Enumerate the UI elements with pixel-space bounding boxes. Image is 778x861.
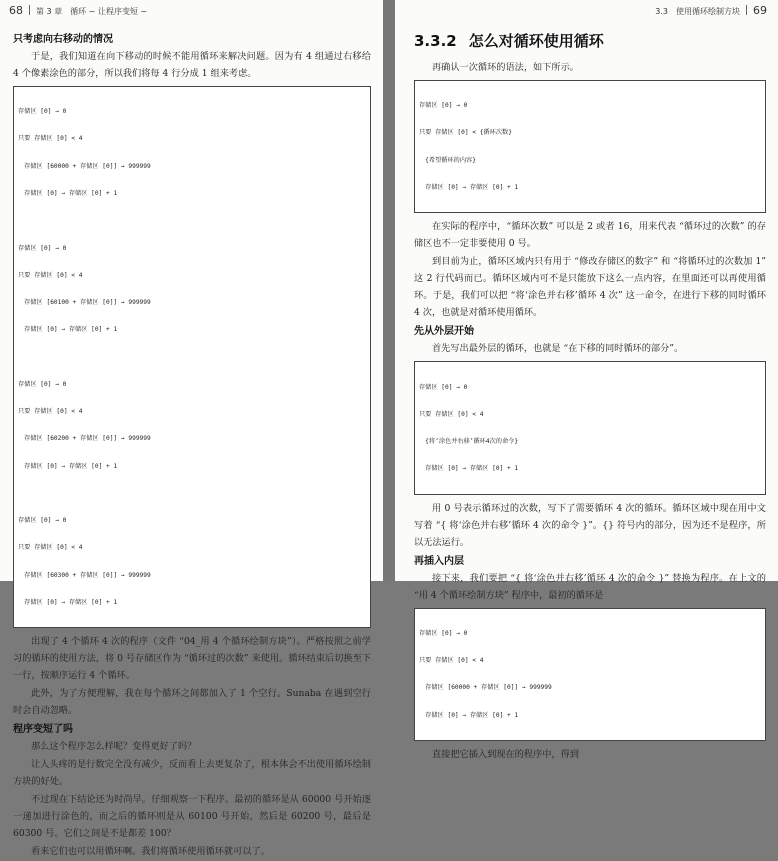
chapter-header: 第 3 章 循环 ~ 让程序变短 ~ [36,7,148,16]
paragraph: 让人头疼的是行数完全没有减少，反而看上去更复杂了，根本体会不出使用循环绘制方块的好处。 [13,759,371,788]
code-line: 存储区 [0] → 存储区 [0] + 1 [419,184,519,192]
code-line: 存储区 [0] → 0 [18,380,67,388]
code-line: 存储区 [0] → 0 [18,244,67,252]
section-heading: 只考虑向右移动的情况 [13,34,113,45]
subsection-heading: 先从外层开始 [414,326,474,338]
code-block-outer-loop [414,361,766,494]
left-page-header [9,4,147,17]
paragraph: 首先写出最外层的循环，也就是 “在下移的同时循环的部分”。 [432,343,684,355]
code-line: 存储区 [60000 + 存储区 [0]] → 999999 [18,162,151,170]
paragraph: 接下来，我们要把 “{ 将‘涂色并右移’循环 4 次的命令 }” 替换为程序。在上文的 “用 4 个循环绘制方块” 程序中，最初的循环是 [414,572,766,601]
code-line: 存储区 [0] → 存储区 [0] + 1 [419,465,519,473]
code-line: 存储区 [0] → 存储区 [0] + 1 [18,598,118,606]
paragraph: 再确认一次循环的语法，如下所示。 [432,62,579,73]
page-number: 69 [753,4,767,17]
code-line: 存储区 [60300 + 存储区 [0]] → 999999 [18,571,151,579]
section-title-text: 怎么对循环使用循环 [468,32,604,50]
left-page-body [13,30,371,861]
code-line: 只要 存储区 [0] < {循环次数} [419,129,512,137]
paragraph: 直接把它插入到现在的程序中，得到 [432,748,579,760]
paragraph: 出现了 4 个循环 4 次的程序（文件 “04_用 4 个循环绘制方块”）。严格按照之前学习的循环的使用方法，将 0 号存储区作为 “循环过的次数” 来使用。循环结束后切换至下一行，按顺序运行 4 个循环。 [13,636,371,682]
right-page-header [655,4,767,17]
section-heading: 程序变短了吗 [13,724,73,736]
paragraph: 在实际的程序中，“循环次数” 可以是 2 或者 16，用来代表 “循环过的次数” 的存储区也不一定非要使用 0 号。 [414,221,766,250]
code-line: 只要 存储区 [0] < 4 [18,408,83,416]
code-line: 存储区 [0] → 0 [419,629,468,637]
code-line: {希望循环的内容} [419,156,476,164]
code-blank-line [18,353,366,362]
right-page-body [414,30,766,764]
section-header: 3.3 使用循环绘制方块 [655,7,740,16]
code-block-four-loops [13,86,371,628]
code-blank-line [18,216,366,225]
code-line: 只要 存储区 [0] < 4 [419,657,484,665]
code-line: 存储区 [0] → 存储区 [0] + 1 [18,190,118,198]
code-line: 存储区 [0] → 0 [419,102,468,110]
code-line: 存储区 [60000 + 存储区 [0]] → 999999 [419,684,552,692]
paragraph: 此外，为了方便理解，我在每个循环之间都加入了 1 个空行。Sunaba 在遇到空行时会自动忽略。 [13,688,371,717]
code-line: 存储区 [0] → 0 [18,108,67,116]
code-line: 存储区 [0] → 存储区 [0] + 1 [18,462,118,470]
code-line: 存储区 [0] → 存储区 [0] + 1 [18,326,118,334]
paragraph: 不过现在下结论还为时尚早。仔细观察一下程序。最初的循环是从 60000 号开始逐一递加进行涂色的，而之后的循环则是从 60100 号开始，然后是 60200 号，最后是 60300 号。它们之间是不是都差 100？ [13,794,371,840]
section-title [414,30,766,51]
code-line: 只要 存储区 [0] < 4 [18,135,83,143]
code-block-first-loop [414,608,766,741]
code-block-loop-syntax [414,80,766,213]
code-line: 存储区 [60100 + 存储区 [0]] → 999999 [18,299,151,307]
code-line: 只要 存储区 [0] < 4 [18,271,83,279]
code-line: 存储区 [0] → 0 [419,383,468,391]
header-divider [29,5,30,15]
book-gutter [383,0,395,581]
code-line: 只要 存储区 [0] < 4 [419,410,484,418]
left-page [0,0,383,858]
code-line: 存储区 [0] → 存储区 [0] + 1 [419,711,519,719]
section-number: 3.3.2 [414,32,457,50]
paragraph: 到目前为止，循环区域内只有用于 “修改存储区的数字” 和 “将循环过的次数加 1” 这 2 行代码而已。循环区域内可不是只能放下这么一点内容，在里面还可以再使用循环。于是，我们可以把 “将‘涂色并右移’循环 4 次” 这一命令，在进行下移的同时循环 4 次，也就是对循环使用循环。 [414,256,766,319]
code-line: 存储区 [0] → 0 [18,517,67,525]
code-line: {将‘涂色并右移’循环4次的命令} [419,438,519,446]
page-number: 68 [9,4,23,17]
right-page [395,0,778,760]
code-line: 存储区 [60200 + 存储区 [0]] → 999999 [18,435,151,443]
subsection-heading: 再插入内层 [414,555,464,567]
paragraph: 那么这个程序怎么样呢？变得更好了吗？ [31,741,197,753]
code-line: 只要 存储区 [0] < 4 [18,544,83,552]
paragraph: 于是，我们知道在向下移动的时候不能用循环来解决问题。因为有 4 组通过右移给 4 个像素涂色的部分，所以我们将每 4 行分成 1 组来考虑。 [13,51,371,79]
paragraph: 用 0 号表示循环过的次数，写下了需要循环 4 次的循环。循环区域中现在用中文写着 “{ 将‘涂色并右移’循环 4 次的命令 }”。{} 符号内的部分，因为还不是程序，所以无法运行。 [414,502,766,548]
paragraph: 看来它们也可以用循环啊。我们将循环使用循环就可以了。 [31,846,270,858]
code-blank-line [18,489,366,498]
header-divider [746,5,747,15]
